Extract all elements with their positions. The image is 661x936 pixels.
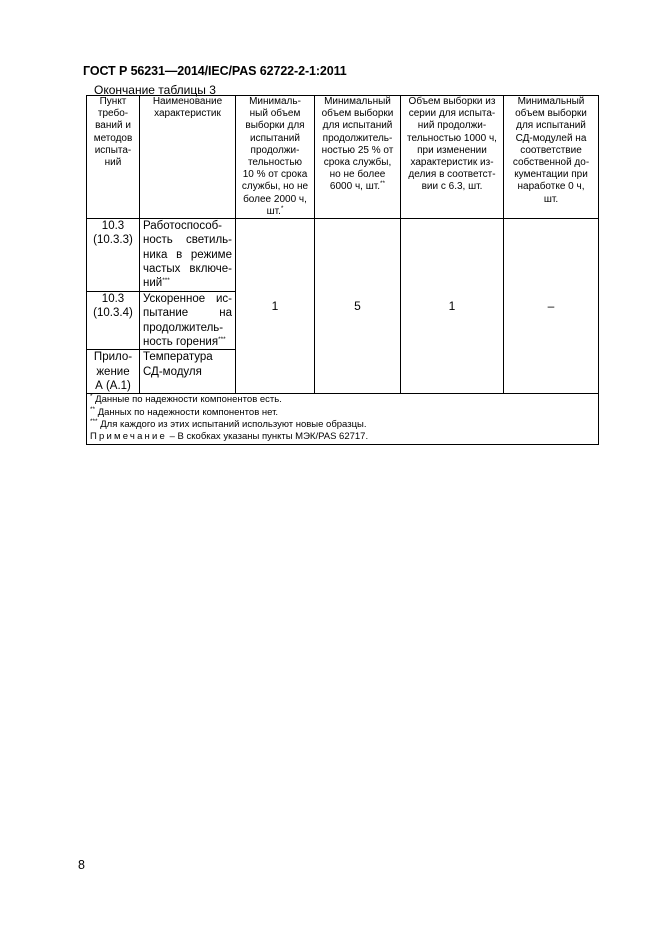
cell-line: испытаний <box>250 132 300 144</box>
cell-line: Объем выборки из <box>408 96 496 107</box>
row-characteristic <box>140 350 236 394</box>
value-sample-10pct: 1 <box>236 218 315 394</box>
table-notes <box>87 394 599 444</box>
value-sample-25pct: 5 <box>315 218 401 394</box>
footnote-mark: ** <box>90 405 96 413</box>
cell-line: шт.* <box>266 204 284 217</box>
cell-line: для испытаний <box>322 120 393 132</box>
cell-line: Минимальный <box>324 96 391 107</box>
cell-line: характеристик <box>154 108 221 120</box>
value-sample-0h: – <box>504 218 599 394</box>
cell-line: но не более <box>329 169 386 181</box>
cell-line: наработке 0 ч, <box>517 181 585 193</box>
footnote-mark: *** <box>90 418 98 426</box>
cell-line: Прило- <box>93 351 133 364</box>
footnote <box>90 407 595 419</box>
cell-line: ваний и <box>95 120 131 132</box>
footnote <box>90 419 595 431</box>
cell-line: характеристик из- <box>410 156 494 168</box>
header-col-sample-10pct <box>236 96 315 219</box>
header-col-sample-25pct <box>315 96 401 219</box>
cell-line: кументации при <box>514 169 588 181</box>
characteristic-text: Работоспособ-ность светиль-ника в режиме частых включе-ний <box>143 219 232 290</box>
remark-text: – В скобках указаны пункты МЭК/PAS 62717. <box>167 431 369 443</box>
table-continuation-label: Окончание таблицы 3 <box>94 83 216 97</box>
cell-line: при изменении <box>417 144 487 156</box>
remark-label: Примечание <box>90 431 167 443</box>
cell-line: ний продолжи- <box>417 120 487 132</box>
document-header: ГОСТ Р 56231—2014/IEC/PAS 62722-2-1:2011 <box>83 64 347 78</box>
footnote-mark: * <box>280 204 284 212</box>
cell-line: 10.3 <box>101 219 125 232</box>
cell-line: службы, но не <box>241 181 309 193</box>
cell-line: методов <box>93 132 133 144</box>
cell-line: Пункт <box>99 96 127 107</box>
cell-line: Минимальный <box>517 96 585 107</box>
cell-line: 10.3 <box>101 292 125 305</box>
cell-line: продолжитель- <box>322 132 393 144</box>
sample-size-table <box>86 95 599 445</box>
table-notes-row <box>87 394 599 444</box>
cell-line: А (А.1) <box>95 380 131 392</box>
header-col-characteristic <box>140 96 236 219</box>
cell-line: вии с 6.3, шт. <box>421 181 483 193</box>
cell-line: Наименование <box>152 96 223 107</box>
footnote-mark: * <box>90 393 93 401</box>
footnote <box>90 394 595 406</box>
page-number: 8 <box>78 858 85 872</box>
cell-line: тельностью 1000 ч, <box>407 132 497 144</box>
cell-line: объем выборки <box>321 108 394 120</box>
cell-line: требо- <box>97 108 129 120</box>
cell-line: делия в соответст- <box>408 169 496 181</box>
cell-line: выборки для <box>245 120 305 132</box>
cell-line: ний <box>104 156 122 168</box>
cell-line: серии для испыта- <box>408 108 496 120</box>
cell-line: срока службы, <box>323 156 392 168</box>
cell-line: ностью 25 % от <box>321 144 394 156</box>
footnote-text: Данные по надежности компонентов есть. <box>92 394 282 406</box>
table-row <box>87 218 599 291</box>
cell-line: 10 % от срока <box>242 169 308 181</box>
footnote-mark: *** <box>218 335 226 343</box>
table-header-row <box>87 96 599 219</box>
value-sample-1000h: 1 <box>401 218 504 394</box>
row-clause-id <box>87 350 140 394</box>
cell-line: продолжи- <box>250 144 300 156</box>
row-characteristic <box>140 291 236 350</box>
header-col-clause <box>87 96 140 219</box>
cell-line: для испытаний <box>516 120 586 132</box>
cell-line: тельностью <box>247 156 303 168</box>
cell-line: соответствие <box>520 144 582 156</box>
cell-line: СД-модулей на <box>515 132 587 144</box>
cell-line: 6000 ч, шт.** <box>329 180 386 193</box>
characteristic-text: Температура СД-модуля <box>143 351 213 378</box>
cell-line: ный объем <box>249 108 301 120</box>
cell-line: шт. <box>543 193 559 205</box>
cell-line: более 2000 ч, <box>243 193 307 205</box>
cell-line: (10.3.4) <box>93 307 133 320</box>
footnote-text: Данных по надежности компонентов нет. <box>95 406 279 418</box>
cell-line: собственной до- <box>512 156 590 168</box>
footnote-mark: *** <box>162 277 170 285</box>
characteristic-text: Ускоренное ис-пытание на продолжитель-ность горения <box>143 292 232 348</box>
row-clause-id <box>87 291 140 350</box>
header-col-sample-1000h <box>401 96 504 219</box>
cell-line: испыта- <box>94 144 132 156</box>
table-remark <box>90 431 595 443</box>
cell-line: Минималь- <box>249 96 301 107</box>
row-characteristic <box>140 218 236 291</box>
header-col-sample-0h <box>504 96 599 219</box>
cell-line: (10.3.3) <box>93 234 133 247</box>
cell-line: жение <box>96 365 130 378</box>
footnote-text: Для каждого из этих испытаний используют новые образцы. <box>97 419 367 431</box>
cell-line: объем выборки <box>515 108 587 120</box>
row-clause-id <box>87 218 140 291</box>
footnote-mark: ** <box>380 180 386 188</box>
